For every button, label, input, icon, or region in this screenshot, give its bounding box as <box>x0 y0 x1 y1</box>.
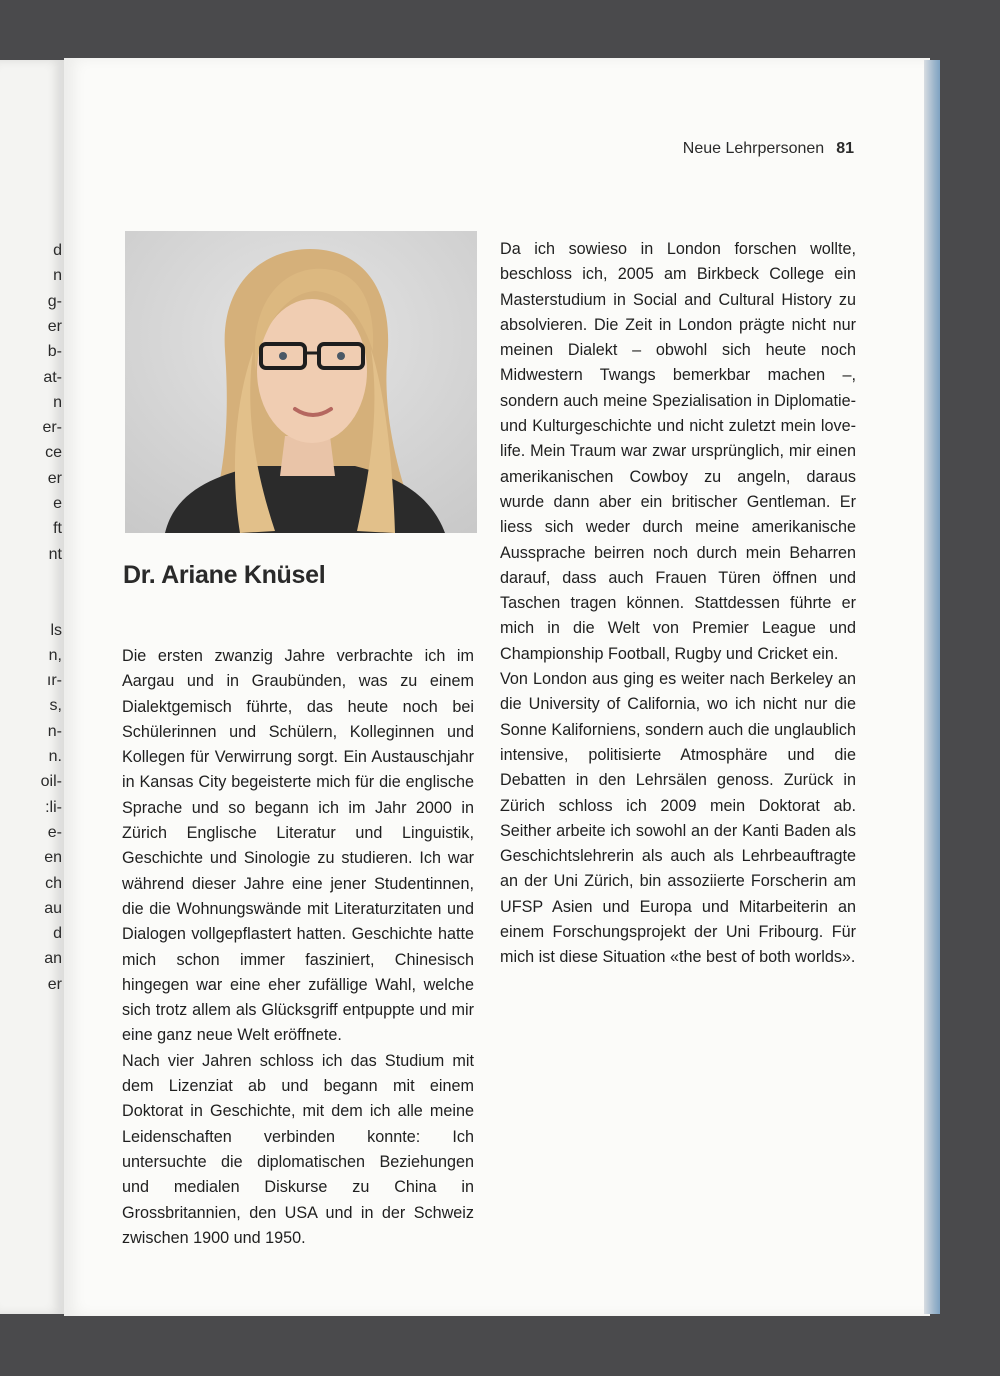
paragraph: Da ich sowieso in London forschen wollte, beschloss ich, 2005 am Birkbeck College ein Masterstudium in Social and Cultural History zu absolvieren. Die Zeit in London prägte nicht nur meinen Dialekt – obwohl sich heute noch Midwestern Twangs bemerkbar machen –, sondern auch meine Spezialisation in Diplomatie- und Kulturgeschichte und nicht zuletzt mein love-life. Mein Traum war zwar ursprünglich, mir einen amerikanischen Cowboy zu angeln, daraus wurde dann aber ein britischer Gentleman. Er liess sich weder durch meine amerikanische Aussprache beirren noch durch mein Beharren darauf, dass auch Frauen Türen öffnen und Taschen tragen können. Stattdessen führte er mich in die Welt von Premier League und Championship Football, Rugby und Cricket ein. <box>500 240 856 663</box>
left-page-fragment: en <box>44 849 62 867</box>
left-page-fragment: n <box>53 267 62 285</box>
left-page-fragment: s, <box>49 697 62 715</box>
page-number: 81 <box>836 140 854 157</box>
left-page-fragment: e- <box>47 823 62 841</box>
page-edge-shadow <box>924 60 940 1314</box>
left-page-fragment: n- <box>47 722 62 740</box>
left-page-fragment: au <box>44 899 62 917</box>
left-page-fragment: at- <box>43 368 62 386</box>
paragraph: Die ersten zwanzig Jahre verbrachte ich im Aargau und in Graubünden, was zu einem Dialektgemisch führte, das heute noch bei Schülerinnen und Schülern, Kolleginnen und Kollegen für Verwirrung sorgt. Ein Austauschjahr in Kansas City begeisterte mich für die englische Sprache und so begann ich im Jahr 2000 in Zürich Englische Literatur und Linguistik, Geschichte und Sinologie zu studieren. Ich war während dieser Jahre eine jener Studentinnen, die die Wohnungswände mit Literaturzitaten und Dialogen vollgepflastert hatten. Geschichte hatte mich schon immer fasziniert, Chinesisch hingegen war eine eher zufällige Wahl, welche sich trotz allem als Glücksgriff entpuppte und mir eine ganz neue Welt eröffnete. <box>122 647 474 1045</box>
left-page-fragment: ce <box>45 444 62 462</box>
left-page-fragment: an <box>44 950 62 968</box>
left-page-fragment: d <box>53 925 62 943</box>
text-column-left <box>122 644 474 1251</box>
section-title: Neue Lehrpersonen <box>682 140 825 157</box>
paragraph: Von London aus ging es weiter nach Berkeley an die University of California, wo ich nicht nur die Sonne Kaliforniens, sondern auch die unglaublich intensive, politisierte Atmosphäre und die Debatten in den Lehrsälen genoss. Zurück in Zürich schloss ich 2009 mein Doktorat ab. Seither arbeite ich sowohl an der Kanti Baden als Geschichtslehrerin als auch als Lehrbeauftragte an der Uni Zürich, bin assoziierte Forscherin am UFSP Asien und Europa und Mitarbeiterin an einem Forschungsprojekt der Uni Fribourg. Für mich ist diese Situation «the best of both worlds». <box>500 670 856 967</box>
left-page-fragment: g- <box>47 292 62 310</box>
running-head <box>683 140 854 158</box>
left-page-fragment: n. <box>48 748 62 765</box>
person-name-heading: Dr. Ariane Knüsel <box>123 561 326 589</box>
portrait-photo <box>125 231 477 533</box>
left-page-fragment: nt <box>48 545 62 563</box>
text-column-right <box>500 237 856 971</box>
left-page-fragment: er <box>47 317 62 335</box>
left-page-fragment: ft <box>53 520 62 538</box>
left-page-fragment: b- <box>47 343 62 361</box>
left-page-edge <box>0 60 64 1314</box>
left-page-fragment: ls <box>50 621 62 639</box>
left-page-fragment: er <box>47 975 62 993</box>
left-page-fragment: oil- <box>40 773 62 791</box>
portrait-illustration <box>125 231 477 533</box>
left-page-fragment: e <box>53 495 62 512</box>
paragraph: Nach vier Jahren schloss ich das Studium mit dem Lizenziat ab und begann mit einem Doktorat in Geschichte, mit dem ich alle meine Leidenschaften verbinden konnte: Ich untersuchte die diplomatischen Beziehungen und medialen Diskurse zu China in Grossbritannien, den USA und in der Schweiz zwischen 1900 und 1950. <box>122 1051 474 1247</box>
left-page-fragment: er <box>47 469 62 487</box>
left-page-fragment: d <box>53 242 62 259</box>
left-page-fragment: n <box>53 393 62 411</box>
left-page-fragment: :li- <box>45 798 62 816</box>
left-page-fragment: er- <box>42 419 62 437</box>
left-page-fragment: n, <box>48 646 62 664</box>
left-page-fragment: ch <box>45 874 62 892</box>
left-page-fragment: ır- <box>46 672 62 690</box>
